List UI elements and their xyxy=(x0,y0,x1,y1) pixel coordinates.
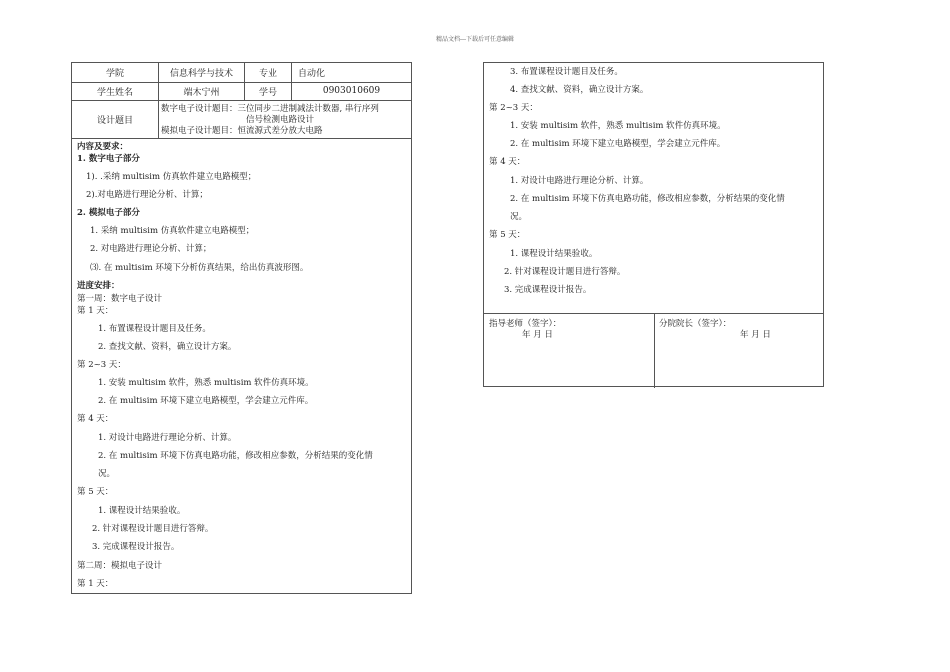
week1-day4-task2: 2. 在 multisim 环境下仿真电路功能，修改相应参数，分析结果的变化情 xyxy=(98,451,373,461)
right-day5-task3: 3. 完成课程设计报告。 xyxy=(504,285,592,295)
right-day5-task1: 1. 课程设计结果验收。 xyxy=(510,249,598,259)
week1-day4-task1: 1. 对设计电路进行理论分析、计算。 xyxy=(98,433,237,443)
header-note: 精品文档---下载后可任意编辑 xyxy=(435,36,515,43)
analog-item-1: 1. 采纳 multisim 仿真软件建立电路模型； xyxy=(90,226,255,236)
right-day4-task2: 2. 在 multisim 环境下仿真电路功能，修改相应参数，分析结果的变化情 xyxy=(510,194,785,204)
topic-label: 设计题目 xyxy=(72,100,159,138)
week2-day1: 第 1 天： xyxy=(77,579,114,589)
right-day5-task2: 2. 针对课程设计题目进行答辩。 xyxy=(504,267,626,277)
week1-day4: 第 4 天： xyxy=(77,414,114,424)
college-label: 学院 xyxy=(72,63,159,82)
advisor-signature-label: 指导老师（签字）： xyxy=(489,319,562,329)
major-value: 自动化 xyxy=(298,69,326,79)
right-day4-task2-cont: 况。 xyxy=(510,212,528,222)
week1-day5-task1: 1. 课程设计结果验收。 xyxy=(98,506,186,516)
analog-item-2: 2. 对电路进行理论分析、计算； xyxy=(90,244,212,254)
week2-title: 第二周：模拟电子设计 xyxy=(77,561,163,571)
right-day5: 第 5 天： xyxy=(489,230,526,240)
section-analog: 2. 模拟电子部分 xyxy=(77,208,140,218)
week1-day5: 第 5 天： xyxy=(77,487,114,497)
topic-line-1: 数字电子设计题目：三位同步二进制减法计数器, 串行序列 xyxy=(161,104,379,114)
week1-day5-task2: 2. 针对课程设计题目进行答辩。 xyxy=(92,524,214,534)
dean-signature-label: 分院院长（签字）： xyxy=(659,319,732,329)
student-value: 端木宁州 xyxy=(159,82,245,100)
right-day23: 第 2~3 天： xyxy=(489,103,538,113)
topic-row xyxy=(72,100,411,139)
right-day4: 第 4 天： xyxy=(489,157,526,167)
advisor-signature-date: 年 月 日 xyxy=(522,330,553,340)
left-form xyxy=(71,62,412,594)
right-day23-task2: 2. 在 multisim 环境下建立电路模型，学会建立元件库。 xyxy=(510,139,726,149)
student-row xyxy=(72,82,411,101)
major-label: 专业 xyxy=(245,63,292,82)
content-heading: 内容及要求： xyxy=(77,142,129,152)
topic-line-3: 模拟电子设计题目：恒流源式差分放大电路 xyxy=(161,126,323,136)
week1-day1-task1: 1. 布置课程设计题目及任务。 xyxy=(98,324,211,334)
dean-signature-date: 年 月 日 xyxy=(740,330,771,340)
right-task3: 3. 布置课程设计题目及任务。 xyxy=(510,67,623,77)
week1-day1-task2: 2. 查找文献、资料，确立设计方案。 xyxy=(98,342,237,352)
digital-item-1: 1). .采纳 multisim 仿真软件建立电路模型； xyxy=(86,172,257,182)
college-row xyxy=(72,63,411,83)
week1-title: 第一周：数字电子设计 xyxy=(77,294,163,304)
topic-line-2: 信号检测电路设计 xyxy=(246,115,315,125)
week1-day23: 第 2~3 天： xyxy=(77,360,126,370)
id-label: 学号 xyxy=(245,82,292,100)
signature-row xyxy=(484,313,823,388)
schedule-heading: 进度安排： xyxy=(77,281,120,291)
right-form xyxy=(483,62,824,387)
week1-day23-task2: 2. 在 multisim 环境下建立电路模型，学会建立元件库。 xyxy=(98,396,314,406)
week1-day5-task3: 3. 完成课程设计报告。 xyxy=(92,542,180,552)
id-value: 0903010609 xyxy=(322,86,381,96)
analog-item-3: ⑶. 在 multisim 环境下分析仿真结果，给出仿真波形图。 xyxy=(90,263,309,273)
right-day23-task1: 1. 安装 multisim 软件，熟悉 multisim 软件仿真环境。 xyxy=(510,121,726,131)
right-day4-task1: 1. 对设计电路进行理论分析、计算。 xyxy=(510,176,649,186)
week1-day1: 第 1 天： xyxy=(77,306,114,316)
college-value: 信息科学与技术 xyxy=(159,63,245,82)
topic-value xyxy=(159,100,411,138)
week1-day4-task2-cont: 况。 xyxy=(98,469,116,479)
digital-item-2: 2).对电路进行理论分析、计算； xyxy=(86,190,208,200)
signature-divider xyxy=(654,314,655,388)
right-task4: 4. 查找文献、资料，确立设计方案。 xyxy=(510,85,649,95)
student-label: 学生姓名 xyxy=(72,82,159,100)
week1-day23-task1: 1. 安装 multisim 软件，熟悉 multisim 软件仿真环境。 xyxy=(98,378,314,388)
section-digital: 1. 数字电子部分 xyxy=(77,154,140,164)
